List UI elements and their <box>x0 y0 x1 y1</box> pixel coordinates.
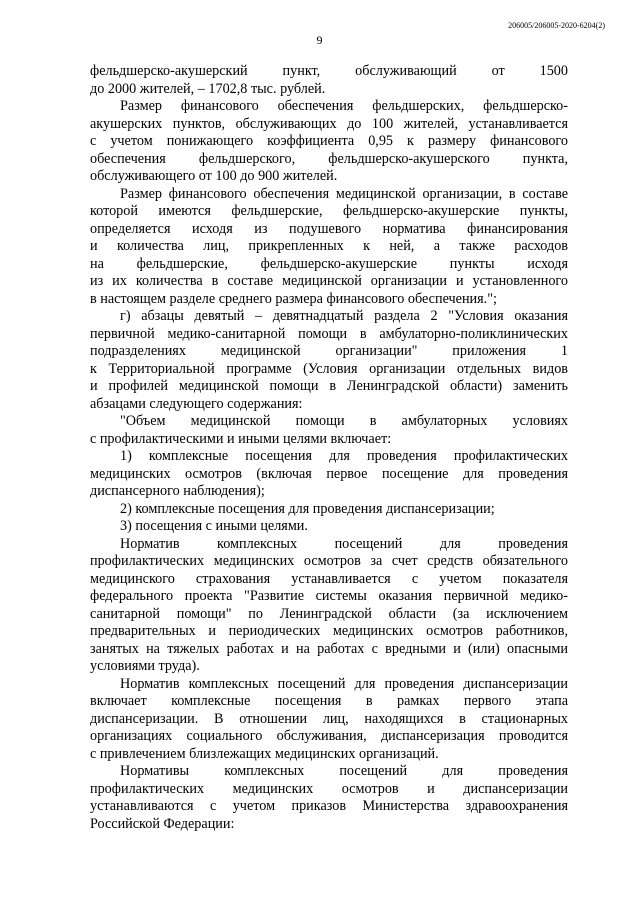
text-line: с профилактическими и иными целями включает: <box>90 430 392 447</box>
text-line: к Территориальной программе (Условия организации отдельных видов <box>90 360 568 377</box>
text-line: предварительных и периодических медицинских осмотров работников, <box>90 623 568 639</box>
text-line: Норматив комплексных посещений для проведения диспансеризации <box>120 675 568 692</box>
text-line: устанавливаются с учетом приказов Министерства здравоохранения <box>90 798 568 814</box>
text-line: 3) посещения с иными целями. <box>120 518 308 534</box>
text-line: профилактических медицинских осмотров и диспансеризации <box>90 780 568 797</box>
text-line: Размер финансового обеспечения фельдшерских, фельдшерско- <box>120 98 568 114</box>
text-line: акушерских пунктов, обслуживающих до 100 жителей, устанавливается <box>90 115 568 132</box>
text-line: из их количества в составе медицинской организации и установленного <box>90 273 568 289</box>
text-line: и количества лиц, прикрепленных к ней, а также расходов <box>90 238 568 254</box>
text-line: медицинских осмотров (включая первое посещение для проведения <box>90 465 568 482</box>
text-line: абзацами следующего содержания: <box>90 395 303 412</box>
text-line: и профилей медицинской помощи в Ленинградской области) заменить <box>90 378 568 394</box>
text-line: до 2000 жителей, – 1702,8 тыс. рублей. <box>90 80 326 97</box>
document-body <box>90 63 568 833</box>
text-line: организациях социального обслуживания, диспансеризация проводится <box>90 728 568 744</box>
text-line: фельдшерско-акушерский пункт, обслуживающий от 1500 <box>90 63 568 79</box>
text-line: диспансеризации. В отношении лиц, находящихся в стационарных <box>90 710 568 727</box>
text-line: Норматив комплексных посещений для проведения <box>120 535 568 552</box>
paragraph <box>90 501 568 519</box>
paragraph <box>90 308 568 413</box>
text-line: 2) комплексные посещения для проведения диспансеризации; <box>120 500 495 517</box>
text-line: включает комплексные посещения в рамках первого этапа <box>90 693 568 709</box>
text-line: на фельдшерские, фельдшерско-акушерские пункты исходя <box>90 255 568 272</box>
text-line: в настоящем разделе среднего размера финансового обеспечения."; <box>90 290 497 307</box>
page-number: 9 <box>316 33 323 47</box>
text-line: федерального проекта "Развитие системы оказания первичной медико- <box>90 588 568 604</box>
paragraph <box>90 98 568 186</box>
paragraph <box>90 63 568 98</box>
paragraph <box>90 186 568 309</box>
paragraph <box>90 763 568 833</box>
paragraph <box>90 448 568 501</box>
text-line: "Объем медицинской помощи в амбулаторных условиях <box>120 413 568 429</box>
text-line: подразделениях медицинской организации" приложения 1 <box>90 343 568 359</box>
text-line: которой имеются фельдшерские, фельдшерско-акушерские пункты, <box>90 203 568 219</box>
text-line: диспансерного наблюдения); <box>90 483 265 499</box>
document-code: 206005/206005-2020-6204(2) <box>508 21 605 30</box>
text-line: Размер финансового обеспечения медицинской организации, в составе <box>120 185 568 202</box>
text-line: медицинского страхования устанавливается с учетом показателя <box>90 570 568 587</box>
paragraph <box>90 518 568 536</box>
text-line: Российской Федерации: <box>90 815 235 832</box>
text-line: обеспечения фельдшерского, фельдшерско-акушерского пункта, <box>90 150 568 167</box>
text-line: с привлечением близлежащих медицинских организаций. <box>90 745 439 762</box>
text-line: 1) комплексные посещения для проведения профилактических <box>120 448 568 464</box>
text-line: Нормативы комплексных посещений для проведения <box>120 763 568 779</box>
text-line: профилактических медицинских осмотров за счет средств обязательного <box>90 553 568 569</box>
text-line: условиями труда). <box>90 658 200 674</box>
paragraph <box>90 676 568 764</box>
text-line: г) абзацы девятый – девятнадцатый раздела 2 "Условия оказания <box>120 308 568 324</box>
paragraph <box>90 413 568 448</box>
paragraph <box>90 536 568 676</box>
text-line: первичной медико-санитарной помощи в амбулаторно-поликлинических <box>90 325 568 342</box>
text-line: определяется исходя из подушевого норматива финансирования <box>90 220 568 237</box>
text-line: санитарной помощи" по Ленинградской области (за исключением <box>90 605 568 622</box>
text-line: с учетом понижающего коэффициента 0,95 к размеру финансового <box>90 133 568 149</box>
text-line: занятых на тяжелых работах и на работах с вредными и (или) опасными <box>90 640 568 657</box>
text-line: обслуживающего от 100 до 900 жителей. <box>90 168 338 184</box>
